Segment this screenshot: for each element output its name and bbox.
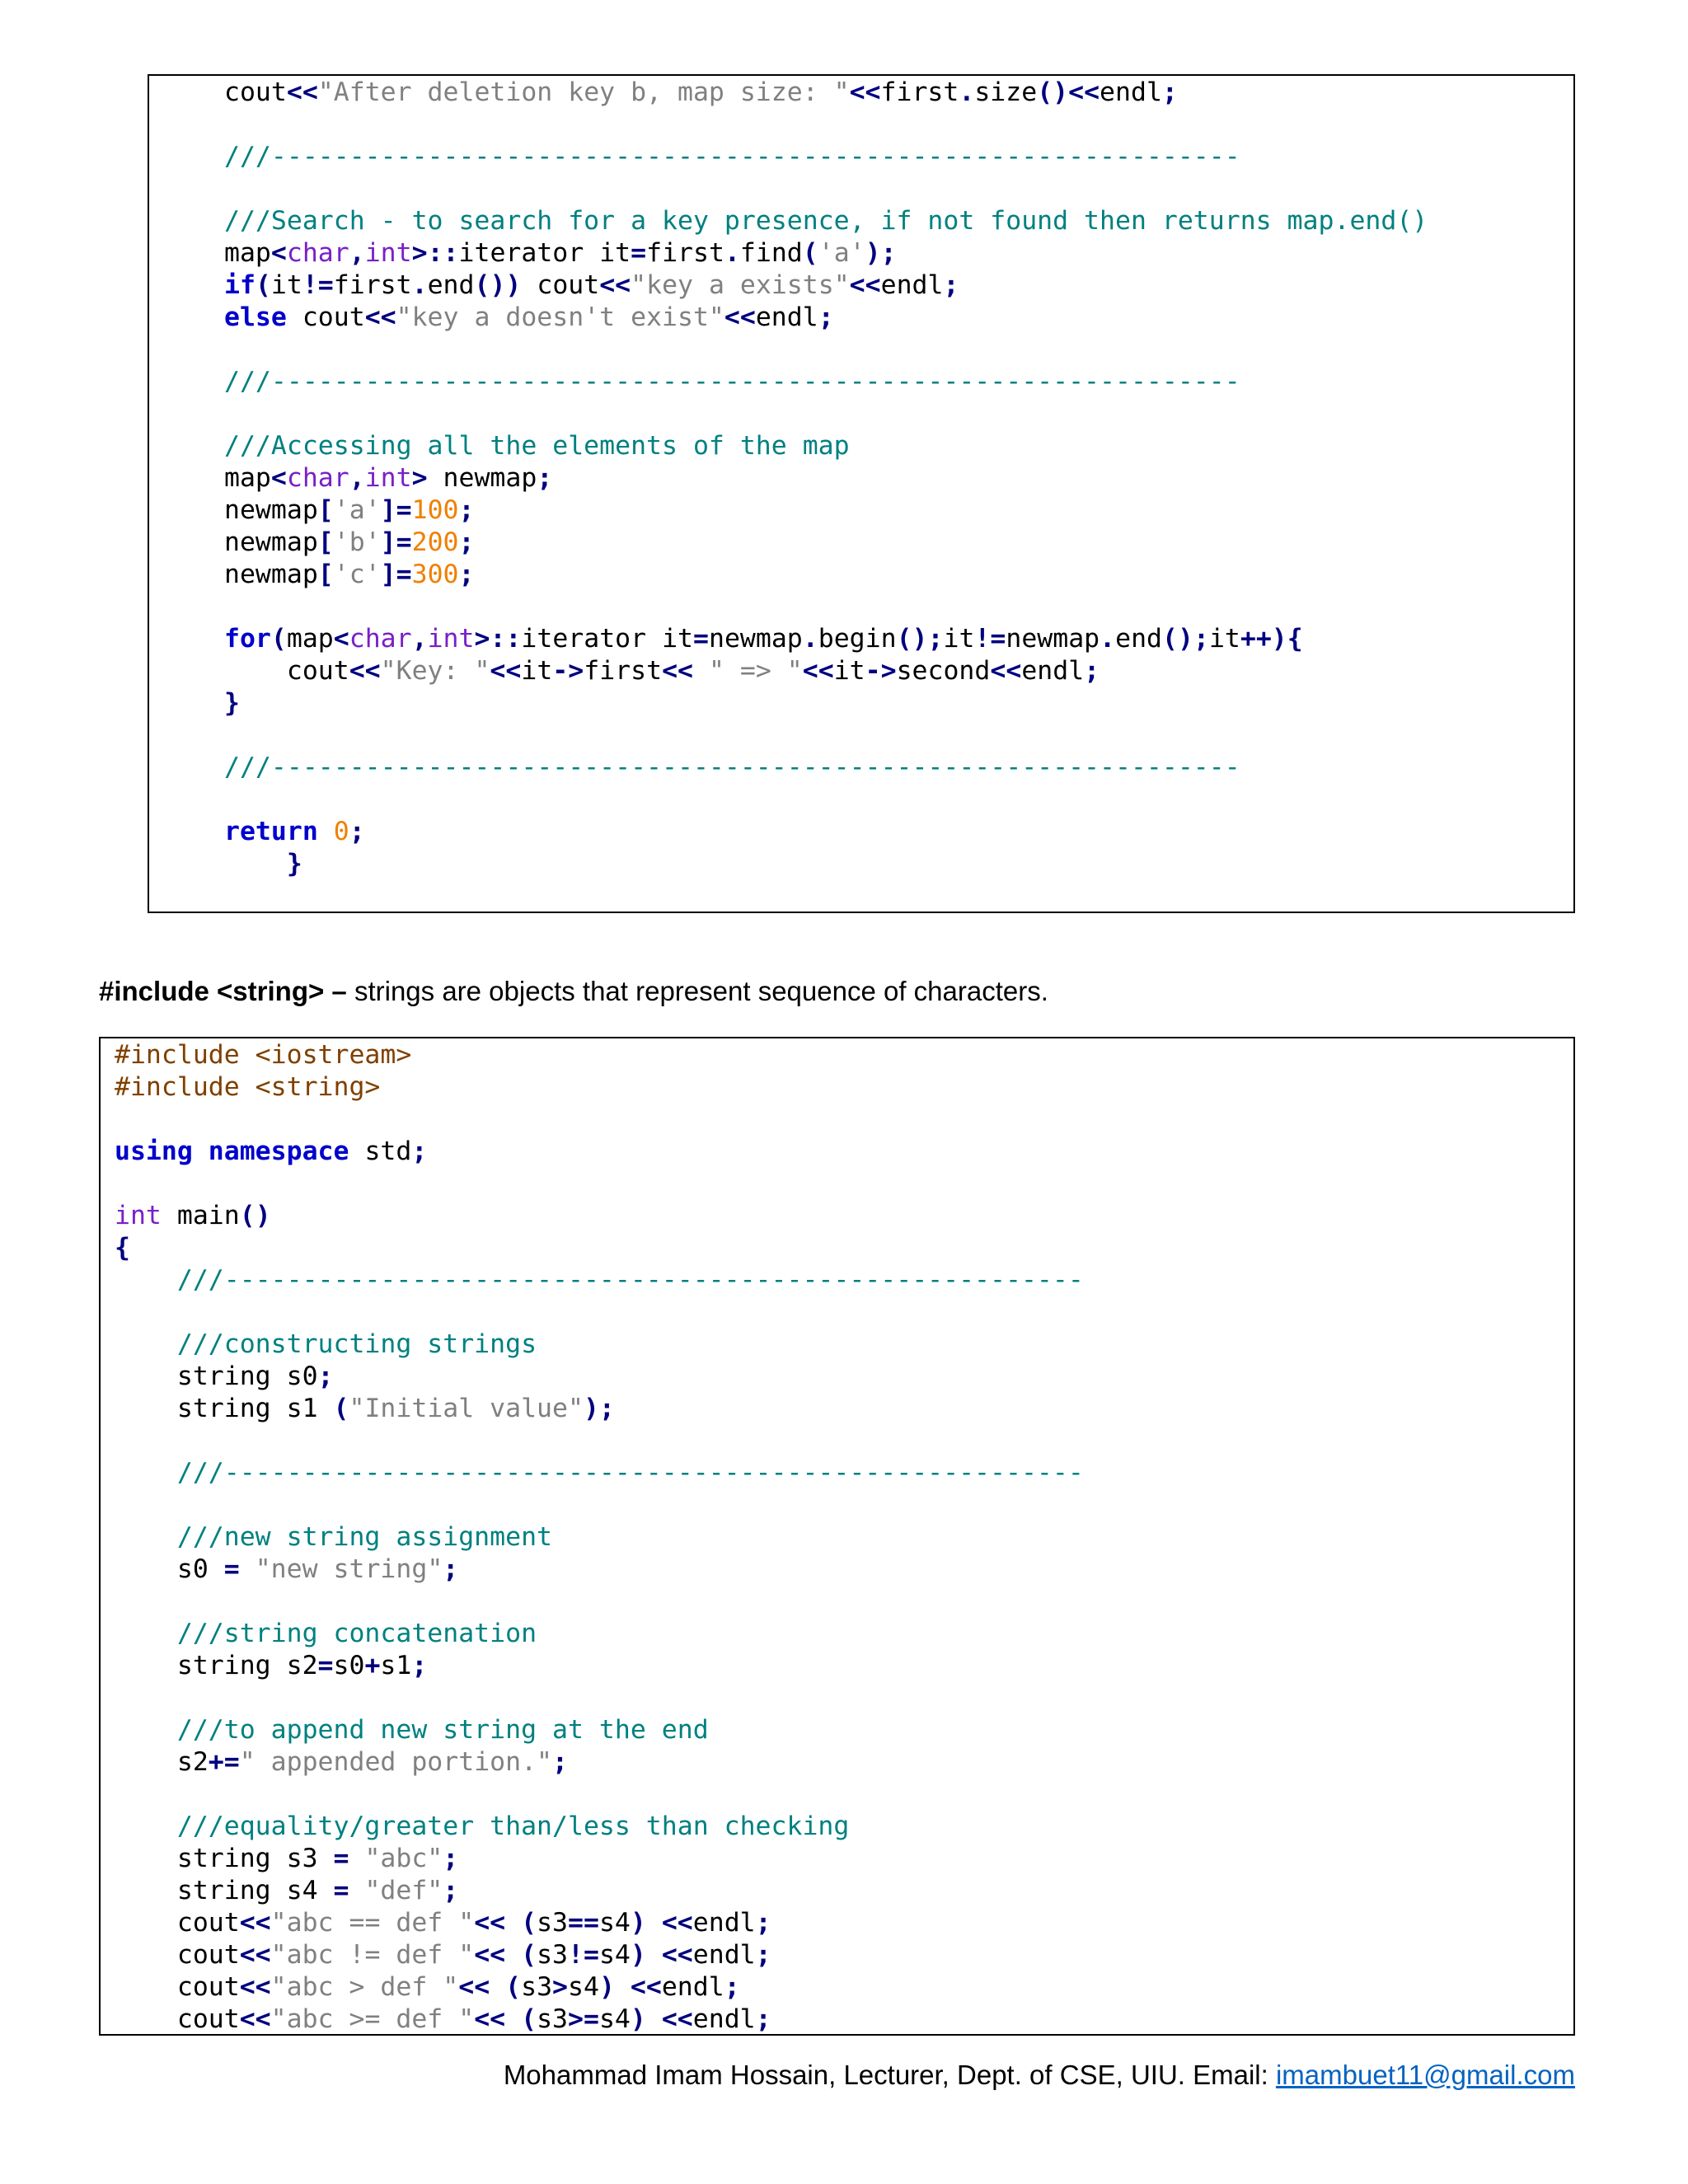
code-token: string s0 bbox=[115, 1361, 318, 1391]
code-token: endl bbox=[692, 2004, 756, 2034]
code-token: first bbox=[333, 270, 412, 300]
code-token: s3 bbox=[537, 2004, 569, 2034]
code-line bbox=[115, 1039, 1084, 1071]
code-token: 200 bbox=[411, 527, 459, 557]
code-line bbox=[115, 1554, 1084, 1586]
code-token: << bbox=[474, 1908, 506, 1938]
code-token: = bbox=[317, 1651, 334, 1680]
section-heading-description: strings are objects that represent sequence of characters. bbox=[346, 976, 1048, 1006]
code-token: s3 bbox=[537, 1908, 569, 1938]
code-line bbox=[115, 1264, 1084, 1296]
code-token: << bbox=[599, 270, 631, 300]
code-token bbox=[240, 1554, 256, 1584]
code-token: end bbox=[1115, 624, 1163, 654]
code-line bbox=[115, 1971, 1084, 2004]
code-token: (); bbox=[1162, 624, 1209, 654]
code-line bbox=[115, 1457, 1084, 1489]
code-token: ]= bbox=[380, 560, 412, 589]
code-token: s2 bbox=[115, 1747, 209, 1777]
code-token: " => " bbox=[708, 656, 803, 686]
code-token: ) bbox=[598, 1972, 615, 2002]
code-token: (); bbox=[896, 624, 944, 654]
code-line bbox=[224, 398, 1428, 430]
code-token: << bbox=[458, 1972, 490, 2002]
code-token: string s2 bbox=[115, 1651, 318, 1680]
code-token: << bbox=[474, 1940, 506, 1970]
code-token: it bbox=[521, 656, 553, 686]
code-token: ); bbox=[865, 238, 897, 268]
code-token: size bbox=[974, 77, 1038, 107]
code-token: char bbox=[349, 624, 412, 654]
code-token: << bbox=[286, 77, 318, 107]
code-token: ///-------------------------------------------------------------- bbox=[224, 142, 1240, 171]
code-token: s1 bbox=[380, 1651, 412, 1680]
code-token: s0 bbox=[115, 1554, 224, 1584]
code-token: ()<< bbox=[1037, 77, 1100, 107]
code-token bbox=[693, 656, 709, 686]
code-token: s3 bbox=[537, 1940, 569, 1970]
code-token: ///------------------------------------------------------- bbox=[115, 1265, 1084, 1295]
code-token: . bbox=[1100, 624, 1116, 654]
code-token: << bbox=[474, 2004, 506, 2034]
code-token: << bbox=[661, 1908, 693, 1938]
code-line bbox=[224, 302, 1428, 334]
code-token: << bbox=[239, 1908, 271, 1938]
code-token: map bbox=[286, 624, 334, 654]
code-token: it bbox=[270, 270, 302, 300]
code-token: ; bbox=[317, 1361, 334, 1391]
code-token: newmap bbox=[224, 527, 318, 557]
code-token: ) bbox=[630, 1940, 646, 1970]
code-line bbox=[115, 1746, 1084, 1779]
code-token: >:: bbox=[474, 624, 522, 654]
code-token: 'a' bbox=[818, 238, 865, 268]
code-token: string s1 bbox=[115, 1394, 334, 1423]
code-line bbox=[224, 527, 1428, 559]
code-token: = bbox=[631, 238, 647, 268]
code-token: first bbox=[646, 238, 724, 268]
code-line bbox=[115, 1361, 1084, 1393]
code-token: << bbox=[239, 1972, 271, 2002]
code-token: cout bbox=[115, 1972, 240, 2002]
code-line bbox=[115, 1779, 1084, 1811]
code-token: , bbox=[349, 238, 365, 268]
code-token: map bbox=[224, 238, 271, 268]
code-token: endl bbox=[755, 302, 818, 332]
code-token: } bbox=[224, 688, 240, 718]
code-token: ///constructing strings bbox=[115, 1329, 537, 1359]
code-token: ///-------------------------------------------------------------- bbox=[224, 752, 1240, 782]
code-line bbox=[224, 719, 1428, 752]
code-line bbox=[224, 109, 1428, 141]
code-token: << bbox=[661, 1940, 693, 1970]
page-footer bbox=[504, 2057, 1575, 2093]
code-line bbox=[224, 848, 1428, 880]
code-token: "abc == def " bbox=[270, 1908, 475, 1938]
code-token: s4 bbox=[598, 1908, 631, 1938]
code-token: "key a exists" bbox=[631, 270, 850, 300]
code-token: ; bbox=[443, 1876, 459, 1905]
code-token: ); bbox=[583, 1394, 615, 1423]
code-line bbox=[224, 462, 1428, 494]
code-token: ]= bbox=[380, 495, 412, 525]
code-token: >= bbox=[568, 2004, 599, 2034]
code-line bbox=[224, 237, 1428, 269]
code-token: for bbox=[224, 624, 271, 654]
code-line bbox=[224, 141, 1428, 173]
code-token: ///Accessing all the elements of the map bbox=[224, 431, 850, 461]
code-token: ; bbox=[349, 817, 365, 846]
code-token: << bbox=[239, 1940, 271, 1970]
code-token: ; bbox=[537, 463, 553, 493]
code-token: it bbox=[833, 656, 865, 686]
code-line bbox=[115, 1521, 1084, 1554]
code-token: return bbox=[224, 817, 318, 846]
code-token: != bbox=[974, 624, 1006, 654]
code-token: = bbox=[333, 1876, 349, 1905]
code-token: "new string" bbox=[255, 1554, 443, 1584]
section-heading-keyword: #include <string> – bbox=[99, 976, 347, 1006]
code-token: ; bbox=[755, 1908, 771, 1938]
code-token: "Key: " bbox=[380, 656, 490, 686]
code-token: 0 bbox=[333, 817, 349, 846]
code-token: s4 bbox=[598, 2004, 631, 2034]
code-line bbox=[115, 1168, 1084, 1200]
code-token: > bbox=[411, 463, 428, 493]
code-token: ( bbox=[802, 238, 818, 268]
code-token: -> bbox=[865, 656, 897, 686]
code-token: cout bbox=[224, 77, 287, 107]
code-line bbox=[224, 784, 1428, 816]
code-token: string s4 bbox=[115, 1876, 334, 1905]
code-token: ) bbox=[630, 2004, 646, 2034]
code-line bbox=[224, 591, 1428, 623]
code-line bbox=[115, 1682, 1084, 1714]
code-token: . bbox=[959, 77, 975, 107]
code-token: ; bbox=[458, 560, 475, 589]
code-token: it bbox=[943, 624, 975, 654]
code-token: ///Search - to search for a key presence, if not found then returns map.end() bbox=[224, 206, 1428, 236]
code-token: s0 bbox=[333, 1651, 365, 1680]
code-token: endl bbox=[880, 270, 944, 300]
code-token: int bbox=[364, 238, 412, 268]
code-token: int bbox=[115, 1201, 162, 1230]
code-token bbox=[646, 2004, 662, 2034]
code-line bbox=[115, 1618, 1084, 1650]
code-token: else bbox=[224, 302, 287, 332]
code-token: ( bbox=[270, 624, 287, 654]
code-token: ( bbox=[521, 2004, 537, 2034]
code-line bbox=[115, 1104, 1084, 1136]
code-token: >:: bbox=[411, 238, 459, 268]
code-token: char bbox=[286, 463, 349, 493]
code-token: 300 bbox=[411, 560, 459, 589]
code-token: ///string concatenation bbox=[115, 1619, 537, 1648]
code-token: 100 bbox=[411, 495, 459, 525]
code-token: << bbox=[802, 656, 834, 686]
code-token: "After deletion key b, map size: " bbox=[317, 77, 850, 107]
code-token bbox=[318, 817, 334, 846]
code-line bbox=[115, 1843, 1084, 1875]
code-line bbox=[224, 816, 1428, 848]
code-token: ; bbox=[443, 1844, 459, 1873]
code-token: ++){ bbox=[1240, 624, 1303, 654]
code-token: = bbox=[333, 1844, 349, 1873]
code-token: s4 bbox=[598, 1940, 631, 1970]
code-token: find bbox=[739, 238, 803, 268]
code-line bbox=[224, 623, 1428, 655]
code-line bbox=[115, 1296, 1084, 1329]
code-token: first bbox=[880, 77, 959, 107]
code-token: ; bbox=[943, 270, 959, 300]
code-token: ///equality/greater than/less than checking bbox=[115, 1811, 850, 1841]
code-token: iterator it bbox=[458, 238, 631, 268]
code-line bbox=[224, 687, 1428, 719]
code-token: += bbox=[208, 1747, 240, 1777]
code-line bbox=[224, 77, 1428, 109]
code-token: std bbox=[349, 1137, 412, 1166]
code-token: cout bbox=[115, 1940, 240, 1970]
code-box-map-example bbox=[148, 74, 1575, 913]
code-token: cout bbox=[521, 270, 600, 300]
code-token: = bbox=[693, 624, 709, 654]
code-token bbox=[505, 1940, 521, 1970]
code-listing-string bbox=[115, 1039, 1084, 2036]
code-token: ; bbox=[458, 527, 475, 557]
code-token: int bbox=[364, 463, 412, 493]
code-token bbox=[490, 1972, 505, 2002]
code-token: < bbox=[270, 463, 287, 493]
code-token: << bbox=[990, 656, 1022, 686]
code-token: iterator it bbox=[521, 624, 694, 654]
code-line bbox=[115, 1811, 1084, 1843]
code-token bbox=[349, 1876, 364, 1905]
code-token: 'b' bbox=[333, 527, 381, 557]
code-token: "abc" bbox=[364, 1844, 443, 1873]
code-token: << bbox=[724, 302, 756, 332]
code-token bbox=[615, 1972, 631, 2002]
code-token: "abc > def " bbox=[270, 1972, 459, 2002]
code-token: "key a doesn't exist" bbox=[396, 302, 724, 332]
code-token: << bbox=[662, 656, 693, 686]
code-token: < bbox=[270, 238, 287, 268]
code-token: << bbox=[849, 270, 881, 300]
code-token: [ bbox=[317, 495, 334, 525]
code-token: ///new string assignment bbox=[115, 1522, 553, 1552]
code-token: newmap bbox=[1006, 624, 1100, 654]
code-line bbox=[115, 1489, 1084, 1521]
code-token: " appended portion." bbox=[239, 1747, 553, 1777]
code-line bbox=[115, 1329, 1084, 1361]
code-token: { bbox=[115, 1233, 130, 1263]
code-box-string-example bbox=[99, 1037, 1575, 2036]
code-token: cout bbox=[115, 2004, 240, 2034]
code-token: ]= bbox=[380, 527, 412, 557]
code-token: string s3 bbox=[115, 1844, 334, 1873]
code-token: if bbox=[224, 270, 256, 300]
code-line bbox=[115, 1232, 1084, 1264]
code-token: ; bbox=[1084, 656, 1100, 686]
code-line bbox=[224, 366, 1428, 398]
code-token: . bbox=[724, 238, 740, 268]
code-token: ; bbox=[724, 1972, 740, 2002]
code-line bbox=[224, 269, 1428, 302]
code-token: map bbox=[224, 463, 271, 493]
code-token: newmap bbox=[224, 495, 318, 525]
code-line bbox=[115, 1071, 1084, 1104]
code-token: + bbox=[364, 1651, 381, 1680]
code-token: endl bbox=[692, 1908, 756, 1938]
code-token: == bbox=[568, 1908, 599, 1938]
code-line bbox=[224, 494, 1428, 527]
code-token: "Initial value" bbox=[349, 1394, 584, 1423]
code-token: char bbox=[286, 238, 349, 268]
code-token: ; bbox=[411, 1651, 428, 1680]
code-token: = bbox=[223, 1554, 240, 1584]
code-token: . bbox=[411, 270, 428, 300]
code-token: ( bbox=[521, 1940, 537, 1970]
code-line bbox=[115, 1136, 1084, 1168]
code-token bbox=[505, 2004, 521, 2034]
code-token: } bbox=[224, 849, 302, 879]
code-line bbox=[224, 173, 1428, 205]
code-token: ; bbox=[818, 302, 834, 332]
code-token: first bbox=[584, 656, 663, 686]
code-line bbox=[224, 205, 1428, 237]
code-token: . bbox=[802, 624, 818, 654]
code-token: int bbox=[427, 624, 475, 654]
code-token: > bbox=[552, 1972, 569, 2002]
code-token: ; bbox=[411, 1137, 428, 1166]
code-line bbox=[115, 1425, 1084, 1457]
code-token: ; bbox=[1161, 77, 1178, 107]
code-token bbox=[646, 1940, 662, 1970]
code-line bbox=[115, 1939, 1084, 1971]
code-line bbox=[224, 334, 1428, 366]
code-line bbox=[115, 1586, 1084, 1618]
code-token: newmap bbox=[708, 624, 803, 654]
code-line bbox=[115, 1393, 1084, 1425]
code-token: ///-------------------------------------------------------------- bbox=[224, 367, 1240, 396]
code-token: << bbox=[630, 1972, 662, 2002]
code-token: << bbox=[490, 656, 522, 686]
code-token: newmap bbox=[427, 463, 537, 493]
code-token: 'c' bbox=[333, 560, 381, 589]
code-token: ; bbox=[443, 1554, 459, 1584]
code-token: ( bbox=[521, 1908, 537, 1938]
code-token: second bbox=[896, 656, 991, 686]
code-token: "abc >= def " bbox=[270, 2004, 475, 2034]
code-token: [ bbox=[317, 527, 334, 557]
code-line bbox=[115, 1714, 1084, 1746]
code-line bbox=[224, 655, 1428, 687]
code-token: << bbox=[364, 302, 396, 332]
code-token bbox=[646, 1908, 662, 1938]
footer-email-link[interactable]: imambuet11@gmail.com bbox=[1275, 2060, 1575, 2090]
code-token: << bbox=[849, 77, 881, 107]
code-token: main bbox=[161, 1201, 240, 1230]
code-token: 'a' bbox=[333, 495, 381, 525]
code-line bbox=[115, 1875, 1084, 1907]
code-token: << bbox=[349, 656, 381, 686]
code-token: ; bbox=[755, 2004, 771, 2034]
footer-author-text: Mohammad Imam Hossain, Lecturer, Dept. of CSE, UIU. Email: bbox=[503, 2060, 1276, 2090]
code-token: endl bbox=[1021, 656, 1085, 686]
code-line bbox=[115, 1907, 1084, 1939]
code-token: ///------------------------------------------------------- bbox=[115, 1458, 1084, 1488]
code-token: , bbox=[411, 624, 428, 654]
code-token: endl bbox=[692, 1940, 756, 1970]
code-token bbox=[349, 1844, 364, 1873]
code-listing-map bbox=[224, 77, 1428, 880]
code-token: ///to append new string at the end bbox=[115, 1715, 709, 1745]
code-token: begin bbox=[818, 624, 897, 654]
code-token: ( bbox=[333, 1394, 349, 1423]
code-token: , bbox=[349, 463, 365, 493]
code-token: [ bbox=[317, 560, 334, 589]
code-token: endl bbox=[1100, 77, 1162, 107]
code-line bbox=[115, 2004, 1084, 2036]
code-token: cout bbox=[286, 302, 365, 332]
code-token: ; bbox=[458, 495, 475, 525]
code-token: end bbox=[427, 270, 475, 300]
code-token: s4 bbox=[568, 1972, 599, 2002]
code-line bbox=[115, 1650, 1084, 1682]
code-token: ; bbox=[552, 1747, 568, 1777]
code-line bbox=[224, 559, 1428, 591]
code-line bbox=[224, 752, 1428, 784]
code-token bbox=[505, 1908, 521, 1938]
code-token: cout bbox=[115, 1908, 240, 1938]
code-line bbox=[115, 1200, 1084, 1232]
code-token: << bbox=[239, 2004, 271, 2034]
code-token: endl bbox=[661, 1972, 724, 2002]
code-token: #include <string> bbox=[115, 1072, 381, 1102]
code-token: "abc != def " bbox=[270, 1940, 475, 1970]
code-token: s3 bbox=[521, 1972, 553, 2002]
code-token: != bbox=[568, 1940, 599, 1970]
code-token: "def" bbox=[364, 1876, 443, 1905]
code-token: using namespace bbox=[115, 1137, 349, 1166]
code-token: -> bbox=[552, 656, 584, 686]
code-token: < bbox=[333, 624, 349, 654]
code-token: ( bbox=[505, 1972, 522, 2002]
section-heading bbox=[99, 973, 1048, 1010]
code-token: it bbox=[1208, 624, 1240, 654]
code-token: newmap bbox=[224, 560, 318, 589]
code-token: << bbox=[661, 2004, 693, 2034]
code-token: ; bbox=[755, 1940, 771, 1970]
code-token: ) bbox=[630, 1908, 646, 1938]
code-token: != bbox=[302, 270, 334, 300]
code-token: cout bbox=[224, 656, 349, 686]
code-token: ( bbox=[255, 270, 271, 300]
code-line bbox=[224, 430, 1428, 462]
code-token: ()) bbox=[474, 270, 522, 300]
code-token: () bbox=[239, 1201, 271, 1230]
code-token: #include <iostream> bbox=[115, 1040, 412, 1070]
